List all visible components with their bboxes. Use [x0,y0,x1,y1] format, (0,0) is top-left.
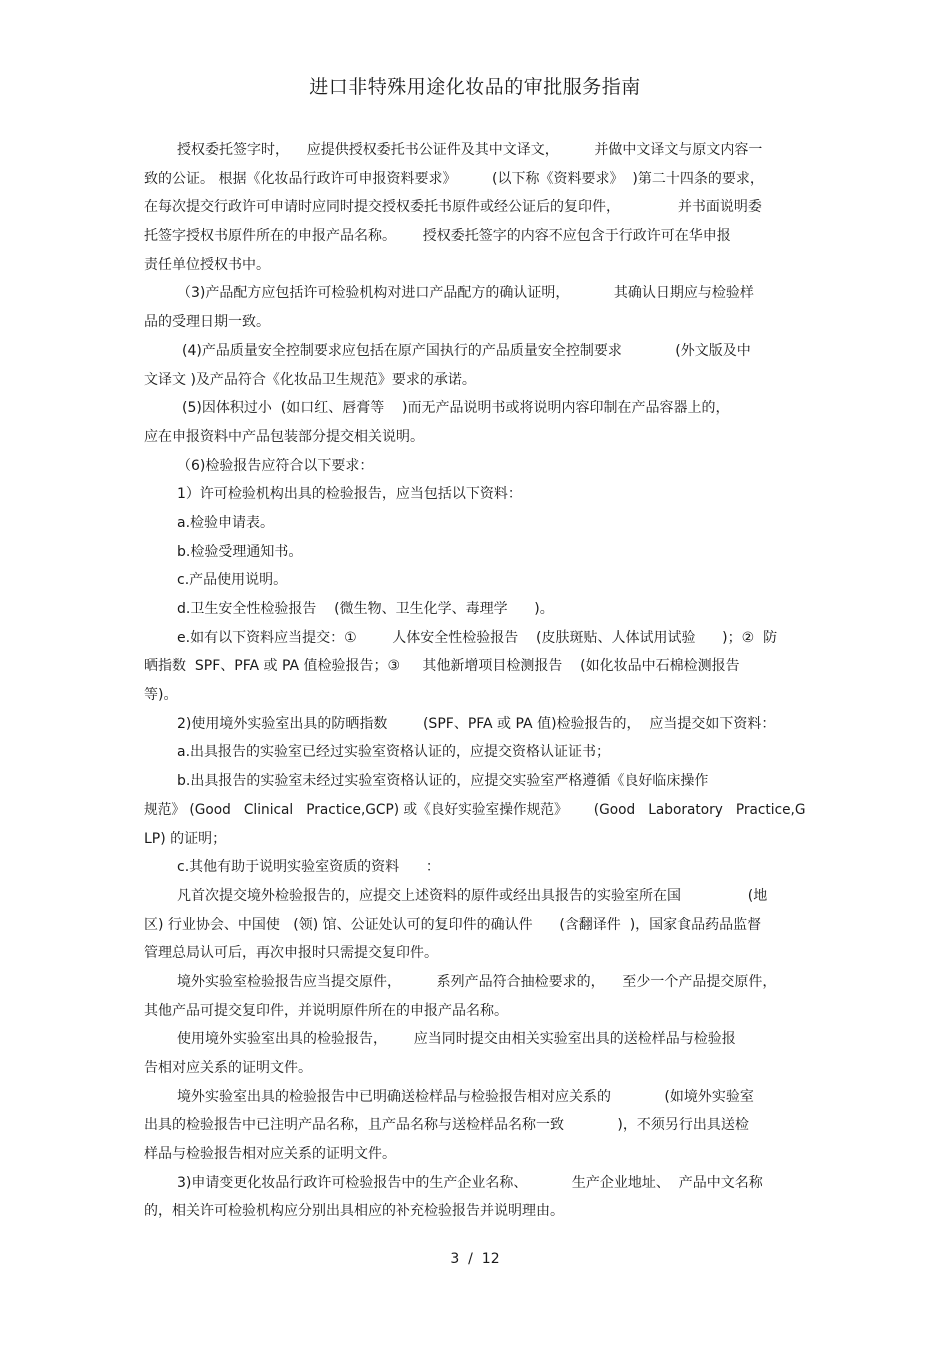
text-line: LP) 的证明； [144,831,227,847]
text-line: (5)因体积过小 (如口红、唇膏等 )而无产品说明书或将说明内容印制在产品容器上的， [182,400,730,416]
text-line: 管理总局认可后，再次申报时只需提交复印件。 [144,945,438,961]
text-line: 其他产品可提交复印件，并说明原件所在的申报产品名称。 [144,1003,508,1019]
text-line: 2)使用境外实验室出具的防晒指数 (SPF、PFA 或 PA 值)检验报告的， 应当提交如下资料： [177,716,776,732]
text-line: 在每次提交行政许可申请时应同时提交授权委托书原件或经公证后的复印件， 并书面说明委 [144,199,762,215]
text-line: 规范》 (Good Clinical Practice,GCP) 或《良好实验室操作规范》 (Good Laboratory Practice,G [144,802,806,818]
text-line: a.出具报告的实验室已经过实验室资格认证的，应提交资格认证证书； [177,744,611,760]
text-line: 的，相关许可检验机构应分别出具相应的补充检验报告并说明理由。 [144,1203,564,1219]
text-line: c.产品使用说明。 [177,572,288,588]
text-line: 告相对应关系的证明文件。 [144,1060,312,1076]
text-line: c.其他有助于说明实验室资质的资料 ： [177,859,440,875]
text-line: (4)产品质量安全控制要求应包括在原产国执行的产品质量安全控制要求 (外文版及中 [182,343,751,359]
text-line: 出具的检验报告中已注明产品名称，且产品名称与送检样品名称一致 )，不须另行出具送检 [144,1117,749,1133]
text-line: 境外实验室检验报告应当提交原件， 系列产品符合抽检要求的， 至少一个产品提交原件， [177,974,777,990]
document-title: 进口非特殊用途化妆品的审批服务指南 [309,76,641,98]
text-line: 3)申请变更化妆品行政许可检验报告中的生产企业名称、 生产企业地址、 产品中文名称 [177,1175,763,1191]
text-line: 应在申报资料中产品包装部分提交相关说明。 [144,429,424,445]
page-number: 3 / 12 [450,1251,500,1267]
text-line: 使用境外实验室出具的检验报告， 应当同时提交由相关实验室出具的送检样品与检验报 [177,1031,736,1047]
text-line: 文译文 )及产品符合《化妆品卫生规范》要求的承诺。 [144,372,476,388]
text-line: 责任单位授权书中。 [144,257,270,273]
text-line: 致的公证。 根据《化妆品行政许可申报资料要求》 (以下称《资料要求》 )第二十四条的要求， [144,171,764,187]
text-line: e.如有以下资料应当提交：① 人体安全性检验报告 (皮肤斑贴、人体试用试验 )；② 防 [177,630,778,646]
text-line: b.出具报告的实验室未经过实验室资格认证的，应提交实验室严格遵循《良好临床操作 [177,773,709,789]
text-line: 凡首次提交境外检验报告的，应提交上述资料的原件或经出具报告的实验室所在国 (地 [177,888,768,904]
text-line: b.检验受理通知书。 [177,544,303,560]
text-line: d.卫生安全性检验报告 (微生物、卫生化学、毒理学 )。 [177,601,554,617]
text-line: 晒指数 SPF、PFA 或 PA 值检验报告；③ 其他新增项目检测报告 (如化妆品中石棉检测报告 [144,658,740,674]
text-line: 境外实验室出具的检验报告中已明确送检样品与检验报告相对应关系的 (如境外实验室 [177,1089,754,1105]
text-line: 品的受理日期一致。 [144,314,270,330]
text-line: 授权委托签字时， 应提供授权委托书公证件及其中文译文， 并做中文译文与原文内容一 [177,142,763,158]
text-line: 区) 行业协会、中国使 (领) 馆、公证处认可的复印件的确认件 (含翻译件 )，国家食品药品监督 [144,917,762,933]
text-line: 等)。 [144,687,178,703]
text-line: a.检验申请表。 [177,515,275,531]
text-line: （3)产品配方应包括许可检验机构对进口产品配方的确认证明， 其确认日期应与检验样 [177,285,754,301]
text-line: 样品与检验报告相对应关系的证明文件。 [144,1146,396,1162]
text-line: 1）许可检验机构出具的检验报告，应当包括以下资料： [177,486,522,502]
text-line: （6)检验报告应符合以下要求： [177,458,374,474]
text-line: 托签字授权书原件所在的申报产品名称。 授权委托签字的内容不应包含于行政许可在华申报 [144,228,731,244]
